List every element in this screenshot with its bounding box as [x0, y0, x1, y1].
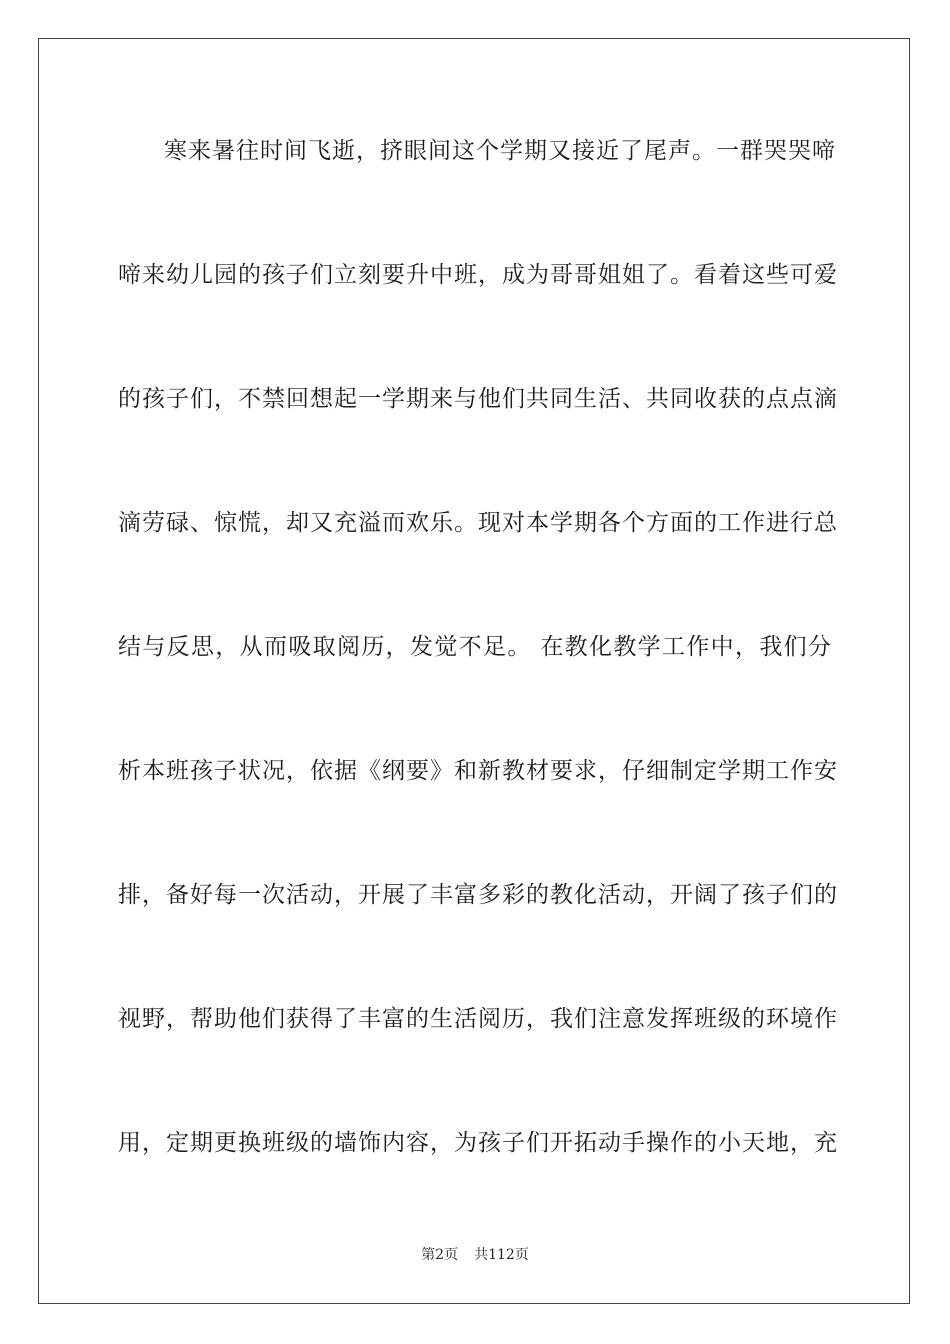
page-number: 第2页 [421, 1247, 459, 1263]
paragraph-line: 的孩子们，不禁回想起一学期来与他们共同生活、共同收获的点点滴 [118, 386, 838, 412]
paragraph-line: 结与反思，从而吸取阅历，发觉不足。 在教化教学工作中，我们分 [118, 634, 832, 660]
paragraph-line: 寒来暑往时间飞逝，挤眼间这个学期又接近了尾声。一群哭哭啼 [164, 138, 836, 164]
paragraph-line: 视野，帮助他们获得了丰富的生活阅历，我们注意发挥班级的环境作 [118, 1006, 838, 1032]
page-border [38, 38, 910, 1304]
page-footer [0, 1246, 950, 1264]
paragraph-line: 用，定期更换班级的墙饰内容，为孩子们开拓动手操作的小天地，充 [118, 1130, 838, 1156]
paragraph-line: 啼来幼儿园的孩子们立刻要升中班，成为哥哥姐姐了。看着这些可爱 [118, 262, 838, 288]
paragraph-line: 析本班孩子状况，依据《纲要》和新教材要求，仔细制定学期工作安 [118, 758, 838, 784]
paragraph-line: 滴劳碌、惊慌，却又充溢而欢乐。现对本学期各个方面的工作进行总 [118, 510, 838, 536]
paragraph-line: 排，备好每一次活动，开展了丰富多彩的教化活动，开阔了孩子们的 [118, 882, 838, 908]
page-total: 共112页 [474, 1247, 529, 1263]
